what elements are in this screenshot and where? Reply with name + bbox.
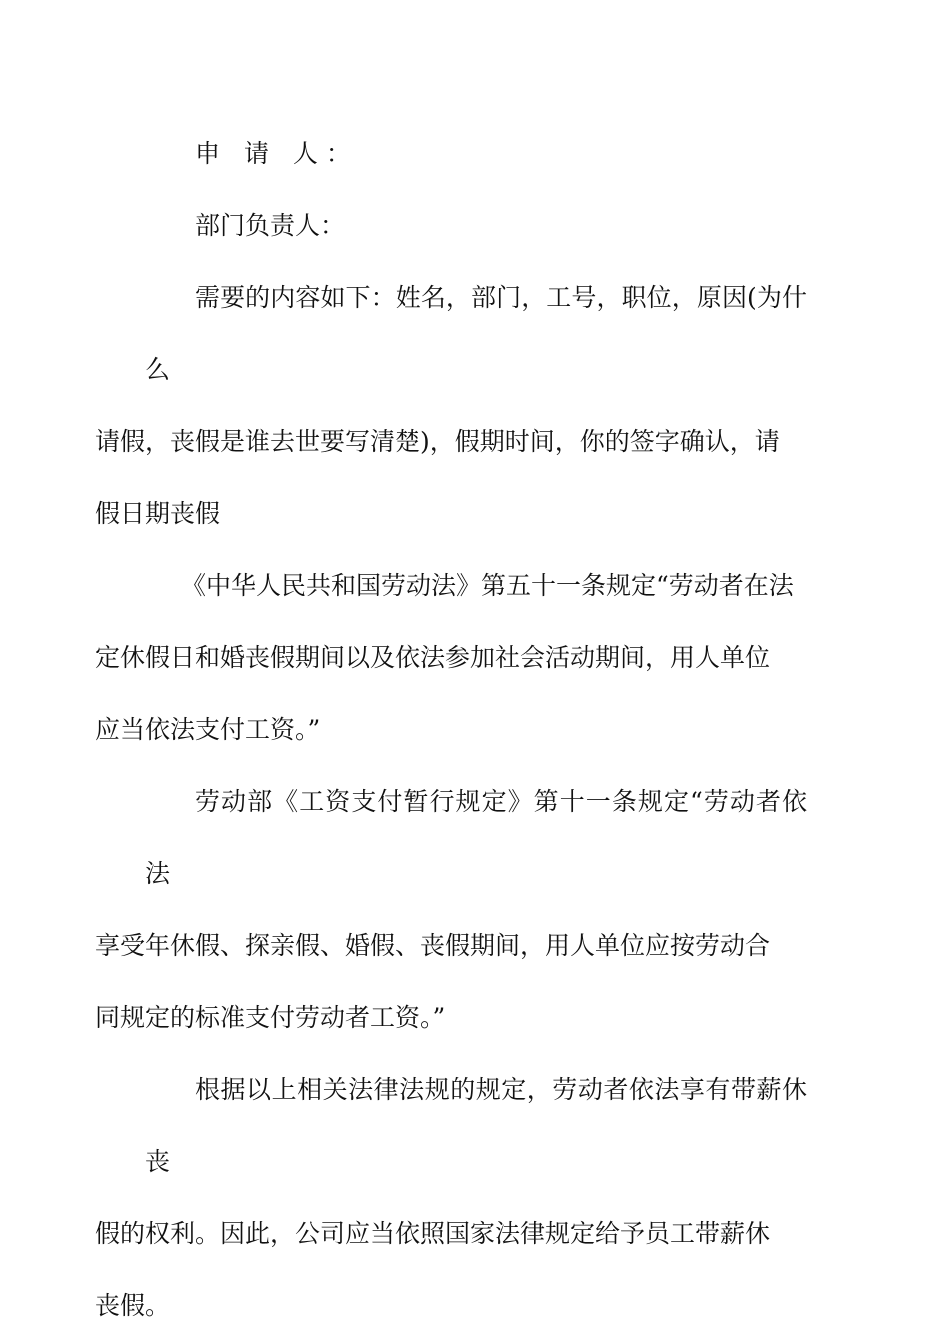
paragraph-line: 应当依法支付工资。”	[95, 715, 321, 744]
paragraph-line: 需要的内容如下：姓名，部门，工号，职位，原因(为什么	[145, 283, 807, 384]
dept-head-line	[145, 190, 807, 262]
paragraph-line: 假的权利。因此，公司应当依照国家法律规定给予员工带薪休	[95, 1219, 771, 1248]
paragraph-line: 请假，丧假是谁去世要写清楚)，假期时间，你的签字确认，请	[95, 427, 780, 456]
dept-head-label: 部门负责人：	[195, 211, 346, 240]
paragraph-line: 享受年休假、探亲假、婚假、丧假期间，用人单位应按劳动合	[95, 931, 771, 960]
document-body	[95, 118, 807, 1342]
applicant-line	[145, 118, 807, 190]
paragraph-line: 定休假日和婚丧假期间以及依法参加社会活动期间，用人单位	[95, 643, 771, 672]
paragraph-line: 丧假。	[95, 1291, 171, 1320]
wage-rules-paragraph	[95, 766, 807, 1054]
paragraph-line: 假日期丧假	[95, 499, 221, 528]
paragraph-line: 根据以上相关法律法规的规定，劳动者依法享有带薪休丧	[145, 1075, 807, 1176]
paragraph-line: 同规定的标准支付劳动者工资。”	[95, 1003, 446, 1032]
applicant-label: 申 请 人：	[195, 139, 359, 168]
requirements-paragraph	[95, 262, 807, 550]
conclusion-paragraph	[95, 1054, 807, 1342]
paragraph-line: 劳动部《工资支付暂行规定》第十一条规定“劳动者依法	[145, 787, 807, 888]
paragraph-line: 《中华人民共和国劳动法》第五十一条规定“劳动者在法	[181, 571, 794, 600]
labor-law-paragraph	[95, 550, 807, 766]
